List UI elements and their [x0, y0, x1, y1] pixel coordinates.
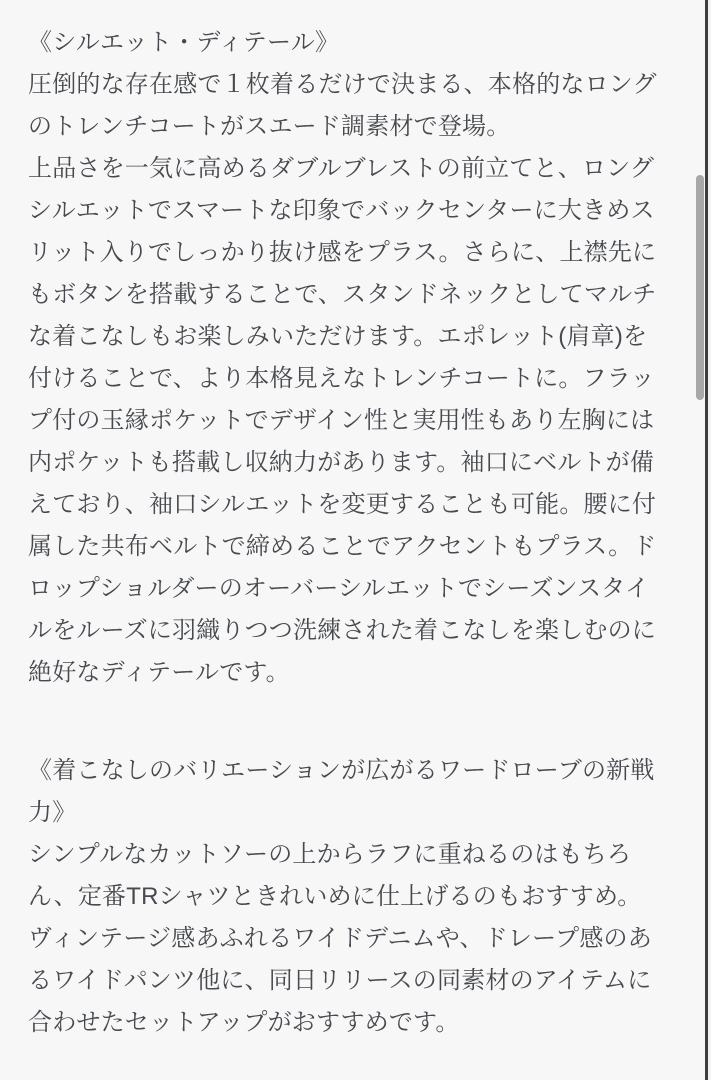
text-line: 絶好なディテールです。 [28, 659, 290, 686]
text-line: 《着こなしのバリエーションが広がるワードローブの新戦 [28, 757, 655, 784]
text-line: えており、袖口シルエットを変更することも可能。腰に付 [28, 491, 657, 518]
text-line: のトレンチコートがスエード調素材で登場。 [28, 113, 511, 140]
text-line: 付けることで、より本格見えなトレンチコートに。フラッ [28, 365, 655, 392]
text-line: るワイドパンツ他に、同日リリースの同素材のアイテムに [28, 967, 652, 994]
text-line: 上品さを一気に高めるダブルブレストの前立てと、ロング [28, 155, 655, 182]
text-line: プ付の玉縁ポケットでデザイン性と実用性もあり左胸には [28, 407, 655, 434]
scrollbar-thumb[interactable] [696, 175, 704, 400]
text-line: 圧倒的な存在感で１枚着るだけで決まる、本格的なロング [28, 71, 657, 98]
section-silhouette-detail [28, 22, 661, 694]
text-line: リット入りでしっかり抜け感をプラス。さらに、上襟先に [28, 239, 657, 266]
text-line: 力》 [28, 799, 77, 826]
product-description-text [28, 22, 661, 1044]
text-line: 合わせたセットアップがおすすめです。 [28, 1009, 460, 1036]
text-line: ルをルーズに羽織りつつ洗練された着こなしを楽しむのに [28, 617, 656, 644]
scrollbar[interactable] [695, 0, 705, 1080]
text-line: 内ポケットも搭載し収納力があります。袖口にベルトが備 [28, 449, 655, 476]
section-wardrobe-variation [28, 750, 661, 1044]
text-line: 《シルエット・ディテール》 [28, 29, 340, 56]
text-line: ロップショルダーのオーバーシルエットでシーズンスタイ [28, 575, 650, 602]
text-line: ヴィンテージ感あふれるワイドデニムや、ドレープ感のあ [28, 925, 652, 952]
text-line: な着こなしもお楽しみいただけます。エポレット(肩章)を [28, 323, 648, 350]
text-line: 属した共布ベルトで締めることでアクセントもプラス。ド [28, 533, 657, 560]
text-line: シンプルなカットソーの上からラフに重ねるのはもちろ [28, 841, 632, 868]
text-line: シルエットでスマートな印象でバックセンターに大きめス [28, 197, 655, 224]
text-line: もボタンを搭載することで、スタンドネックとしてマルチ [28, 281, 657, 308]
text-line: ん、定番TRシャツときれいめに仕上げるのもおすすめ。 [28, 883, 642, 910]
